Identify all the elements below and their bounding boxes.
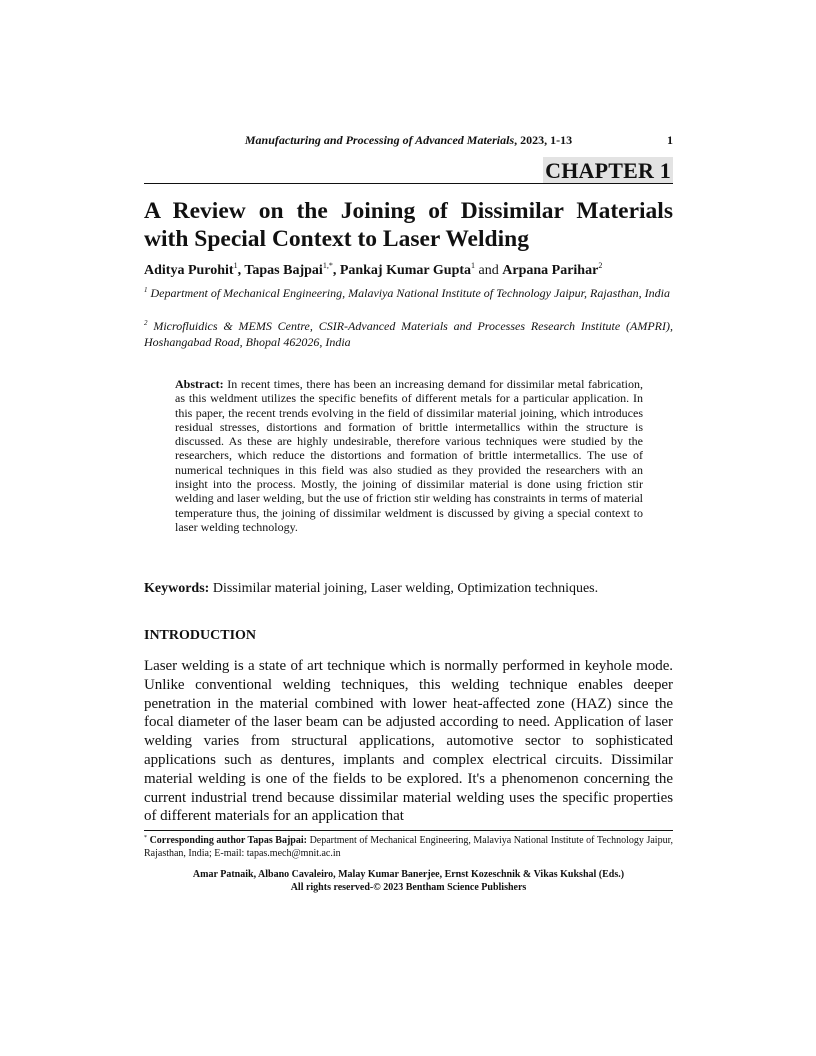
affiliation-text: Department of Mechanical Engineering, Malaviya National Institute of Technology Jaipur, Rajasthan, India [150,286,670,300]
copyright-line: All rights reserved-© 2023 Bentham Science Publishers [290,881,527,893]
journal-year-pages: , 2023, 1-13 [514,133,573,147]
affiliation [144,285,673,301]
affiliation-text: Microfluidics & MEMS Centre, CSIR-Advanced Materials and Processes Research Institute (AMPRI), Hoshangabad Road, Bhopal 462026, India [144,319,673,349]
author-name: Tapas Bajpai [244,263,323,278]
author-name: Arpana Parihar [502,263,599,278]
chapter-divider [144,183,673,184]
author-name: Pankaj Kumar Gupta [339,263,472,278]
author-name: Aditya Purohit [144,263,234,278]
keywords [144,580,673,598]
author-affiliation-mark: 1 [471,261,476,270]
footnote-label: Corresponding author Tapas Bajpai: [149,835,307,846]
keywords-label: Keywords: [144,581,210,596]
paper-title: A Review on the Joining of Dissimilar Materials with Special Context to Laser Welding [144,198,673,252]
author-separator: , [237,263,245,278]
journal-name: Manufacturing and Processing of Advanced Materials [244,133,515,147]
affiliation [144,318,673,350]
footnote-divider [144,830,673,831]
footnote-mark: * [144,835,147,841]
keywords-text: Dissimilar material joining, Laser welding, Optimization techniques. [212,581,599,596]
introduction-paragraph: Laser welding is a state of art technique which is normally performed in keyhole mode. Unlike conventional welding techniques, this welding technique enables deeper penetration in the material combined with lower heat-affected zone (HAZ) since the focal diameter of the laser beam can be adjusted according to need. Application of laser welding varies from structural applications, automotive sector to sophisticated applications such as dentures, implants and complex electrical circuits. Dissimilar material welding is one of the fields to be explored. It's a phenomenon concerning the current industrial trend because dissimilar material welding uses the specific properties of different materials for an application that [144,658,673,825]
abstract-text: In recent times, there has been an increasing demand for dissimilar metal fabrication, as this weldment utilizes the specific benefits of different metals for a particular application. In this paper, the recent trends evolving in the field of dissimilar material joining, which introduces residual stresses, distortions and formation of brittle intermetallics within the structure is discussed. As these are highly undesirable, therefore various techniques were studied by the researchers, which reduce the distortions and formation of brittle intermetallics. The use of numerical techniques in this field was also studied as they provided the researchers with an insight into the process. Mostly, the joining of dissimilar material is done using friction stir welding and laser welding, but the use of friction stir welding has constraints in terms of material temperature thus, the joining of dissimilar weldment is discussed by giving a special context to laser welding technology. [175,377,644,534]
page-number: 1 [667,133,673,147]
author-affiliation-mark: 2 [598,261,603,270]
abstract [175,377,643,534]
footnote-text: Department of Mechanical Engineering, Malaviya National Institute of Technology Jaipur, Rajasthan, India; E-mail: tapas.mech@mnit.ac.in [144,835,673,859]
editors-copyright [144,869,673,894]
affiliation-mark: 1 [144,286,148,294]
author-list [144,262,673,280]
abstract-label: Abstract: [175,377,224,391]
section-heading-introduction: INTRODUCTION [144,628,257,643]
editors-line: Amar Patnaik, Albano Cavaleiro, Malay Kumar Banerjee, Ernst Kozeschnik & Vikas Kukshal (Eds.) [192,869,625,880]
running-head [144,131,673,149]
author-separator: , [332,263,340,278]
corresponding-author-footnote [144,835,673,860]
affiliation-mark: 2 [144,319,148,327]
paper-page [144,0,673,1056]
author-affiliation-mark: 1 [233,261,238,270]
author-affiliation-mark: 1,* [322,261,333,270]
author-separator-and: and [475,263,503,278]
chapter-label: CHAPTER 1 [545,158,671,183]
